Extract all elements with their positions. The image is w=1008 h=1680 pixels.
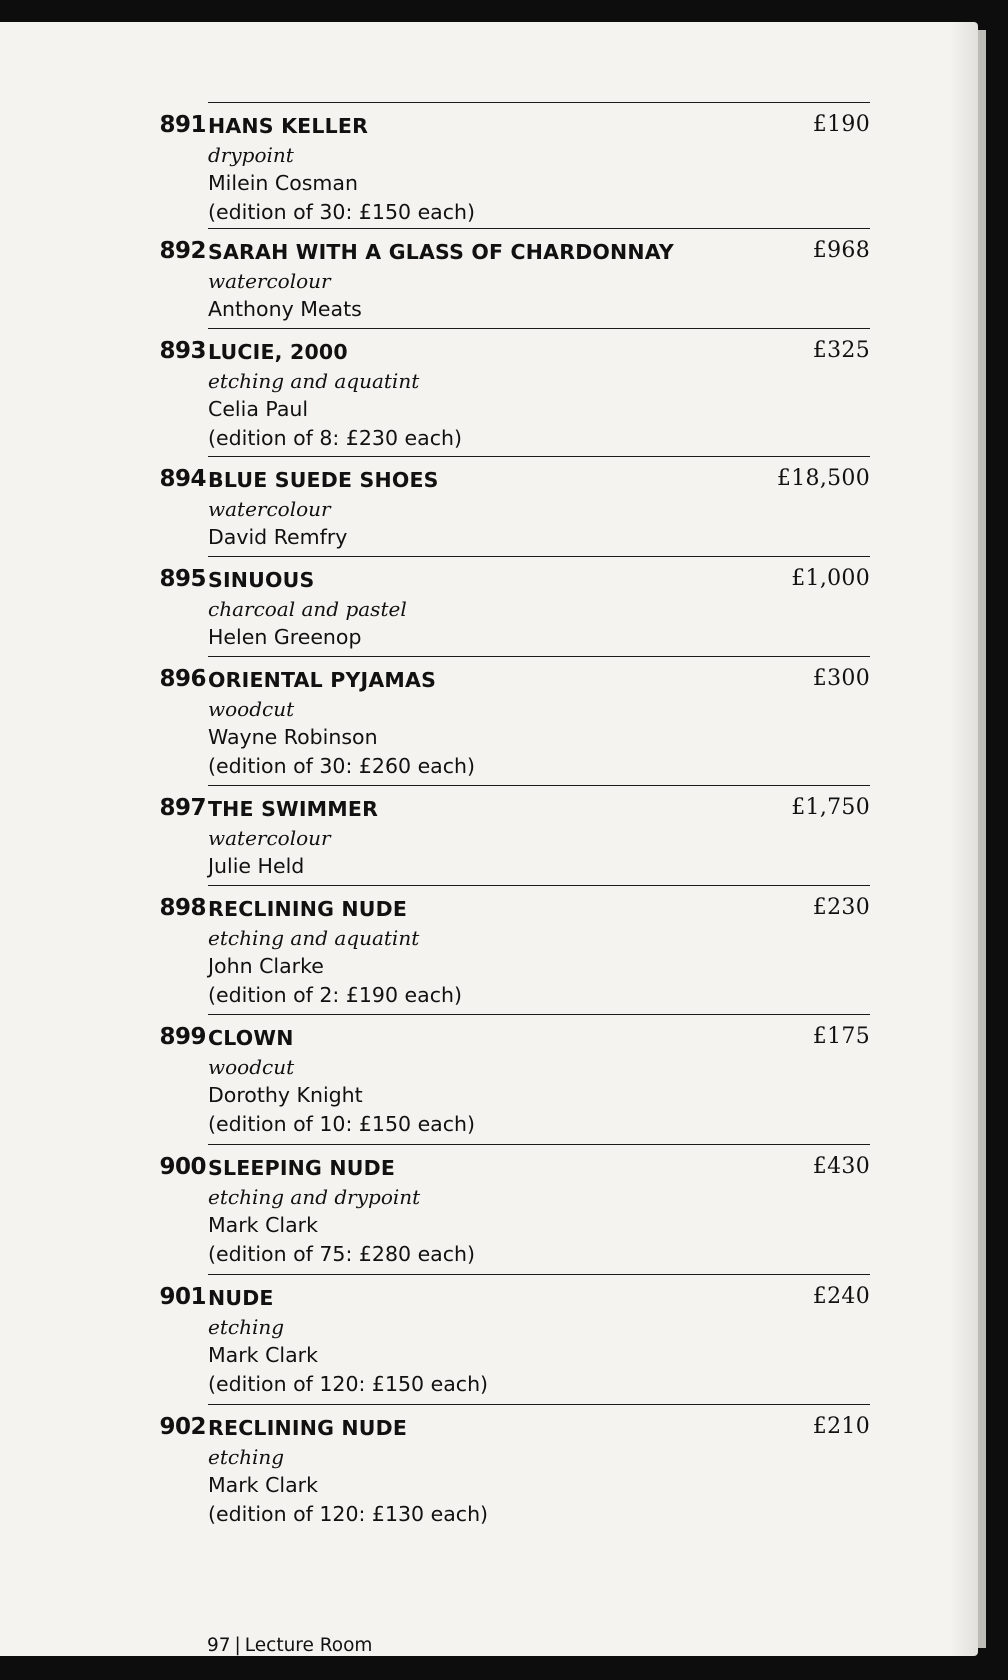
page-footer bbox=[207, 1635, 372, 1656]
artwork-medium: drypoint bbox=[208, 142, 294, 167]
artwork-title: ORIENTAL PYJAMAS bbox=[208, 668, 437, 692]
price: £1,000 bbox=[791, 566, 870, 591]
lot-number: 892 bbox=[159, 238, 206, 264]
artist-name: John Clarke bbox=[208, 954, 324, 978]
artwork-medium: watercolour bbox=[208, 825, 331, 850]
artwork-title: SARAH WITH A GLASS OF CHARDONNAY bbox=[208, 240, 674, 264]
artwork-title: NUDE bbox=[208, 1286, 274, 1310]
artwork-medium: etching and drypoint bbox=[208, 1184, 421, 1209]
artwork-title: LUCIE, 2000 bbox=[208, 340, 348, 364]
price: £240 bbox=[812, 1284, 870, 1309]
lot-number: 893 bbox=[159, 338, 206, 364]
entry-divider bbox=[208, 328, 870, 329]
entry-divider bbox=[208, 556, 870, 557]
artist-name: Julie Held bbox=[208, 854, 305, 878]
artist-name: David Remfry bbox=[208, 525, 348, 549]
lot-number: 902 bbox=[159, 1414, 206, 1440]
lot-number: 896 bbox=[159, 666, 206, 692]
page-number: 97 bbox=[207, 1635, 231, 1656]
artwork-medium: etching bbox=[208, 1444, 285, 1469]
lot-number: 894 bbox=[159, 466, 206, 492]
price: £968 bbox=[812, 238, 870, 263]
artist-name: Mark Clark bbox=[208, 1343, 318, 1367]
lot-number: 901 bbox=[159, 1284, 206, 1310]
artwork-title: RECLINING NUDE bbox=[208, 1416, 408, 1440]
artist-name: Milein Cosman bbox=[208, 171, 358, 195]
price: £210 bbox=[812, 1414, 870, 1439]
artwork-title: RECLINING NUDE bbox=[208, 897, 408, 921]
artwork-medium: watercolour bbox=[208, 268, 331, 293]
artwork-medium: watercolour bbox=[208, 496, 331, 521]
artist-name: Wayne Robinson bbox=[208, 725, 378, 749]
price: £300 bbox=[812, 666, 870, 691]
entry-divider bbox=[208, 1274, 870, 1275]
lot-number: 898 bbox=[159, 895, 206, 921]
artist-name: Celia Paul bbox=[208, 397, 309, 421]
artist-name: Mark Clark bbox=[208, 1213, 318, 1237]
entry-divider bbox=[208, 102, 870, 103]
price: £175 bbox=[812, 1024, 870, 1049]
artwork-title: SLEEPING NUDE bbox=[208, 1156, 396, 1180]
artwork-medium: charcoal and pastel bbox=[208, 596, 407, 621]
section-name: Lecture Room bbox=[244, 1635, 373, 1656]
artist-name: Anthony Meats bbox=[208, 297, 362, 321]
entry-divider bbox=[208, 1404, 870, 1405]
artwork-medium: woodcut bbox=[208, 1054, 295, 1079]
edition-info: (edition of 30: £260 each) bbox=[208, 753, 476, 778]
artwork-medium: etching and aquatint bbox=[208, 925, 420, 950]
lot-number: 897 bbox=[159, 795, 206, 821]
edition-info: (edition of 2: £190 each) bbox=[208, 982, 462, 1007]
artwork-title: HANS KELLER bbox=[208, 114, 369, 138]
price: £18,500 bbox=[776, 466, 870, 491]
lot-number: 900 bbox=[159, 1154, 206, 1180]
entry-divider bbox=[208, 885, 870, 886]
catalogue-page bbox=[0, 22, 978, 1656]
entry-divider bbox=[208, 228, 870, 229]
lot-number: 899 bbox=[159, 1024, 206, 1050]
artwork-title: BLUE SUEDE SHOES bbox=[208, 468, 439, 492]
entry-divider bbox=[208, 656, 870, 657]
entry-divider bbox=[208, 785, 870, 786]
edition-info: (edition of 75: £280 each) bbox=[208, 1241, 476, 1266]
lot-number: 891 bbox=[159, 112, 206, 138]
page-edge bbox=[978, 30, 986, 1648]
artwork-title: CLOWN bbox=[208, 1026, 294, 1050]
artist-name: Dorothy Knight bbox=[208, 1083, 363, 1107]
price: £230 bbox=[812, 895, 870, 920]
artwork-medium: etching and aquatint bbox=[208, 368, 420, 393]
edition-info: (edition of 120: £150 each) bbox=[208, 1371, 489, 1396]
lot-number: 895 bbox=[159, 566, 206, 592]
price: £430 bbox=[812, 1154, 870, 1179]
price: £325 bbox=[812, 338, 870, 363]
entry-divider bbox=[208, 1014, 870, 1015]
artwork-medium: woodcut bbox=[208, 696, 295, 721]
artwork-medium: etching bbox=[208, 1314, 285, 1339]
edition-info: (edition of 8: £230 each) bbox=[208, 425, 462, 450]
price: £190 bbox=[812, 112, 870, 137]
artist-name: Mark Clark bbox=[208, 1473, 318, 1497]
edition-info: (edition of 30: £150 each) bbox=[208, 199, 476, 224]
footer-separator: | bbox=[234, 1635, 241, 1656]
artwork-title: THE SWIMMER bbox=[208, 797, 379, 821]
edition-info: (edition of 10: £150 each) bbox=[208, 1111, 476, 1136]
artist-name: Helen Greenop bbox=[208, 625, 362, 649]
price: £1,750 bbox=[791, 795, 870, 820]
edition-info: (edition of 120: £130 each) bbox=[208, 1501, 489, 1526]
artwork-title: SINUOUS bbox=[208, 568, 315, 592]
entry-divider bbox=[208, 1144, 870, 1145]
entry-divider bbox=[208, 456, 870, 457]
